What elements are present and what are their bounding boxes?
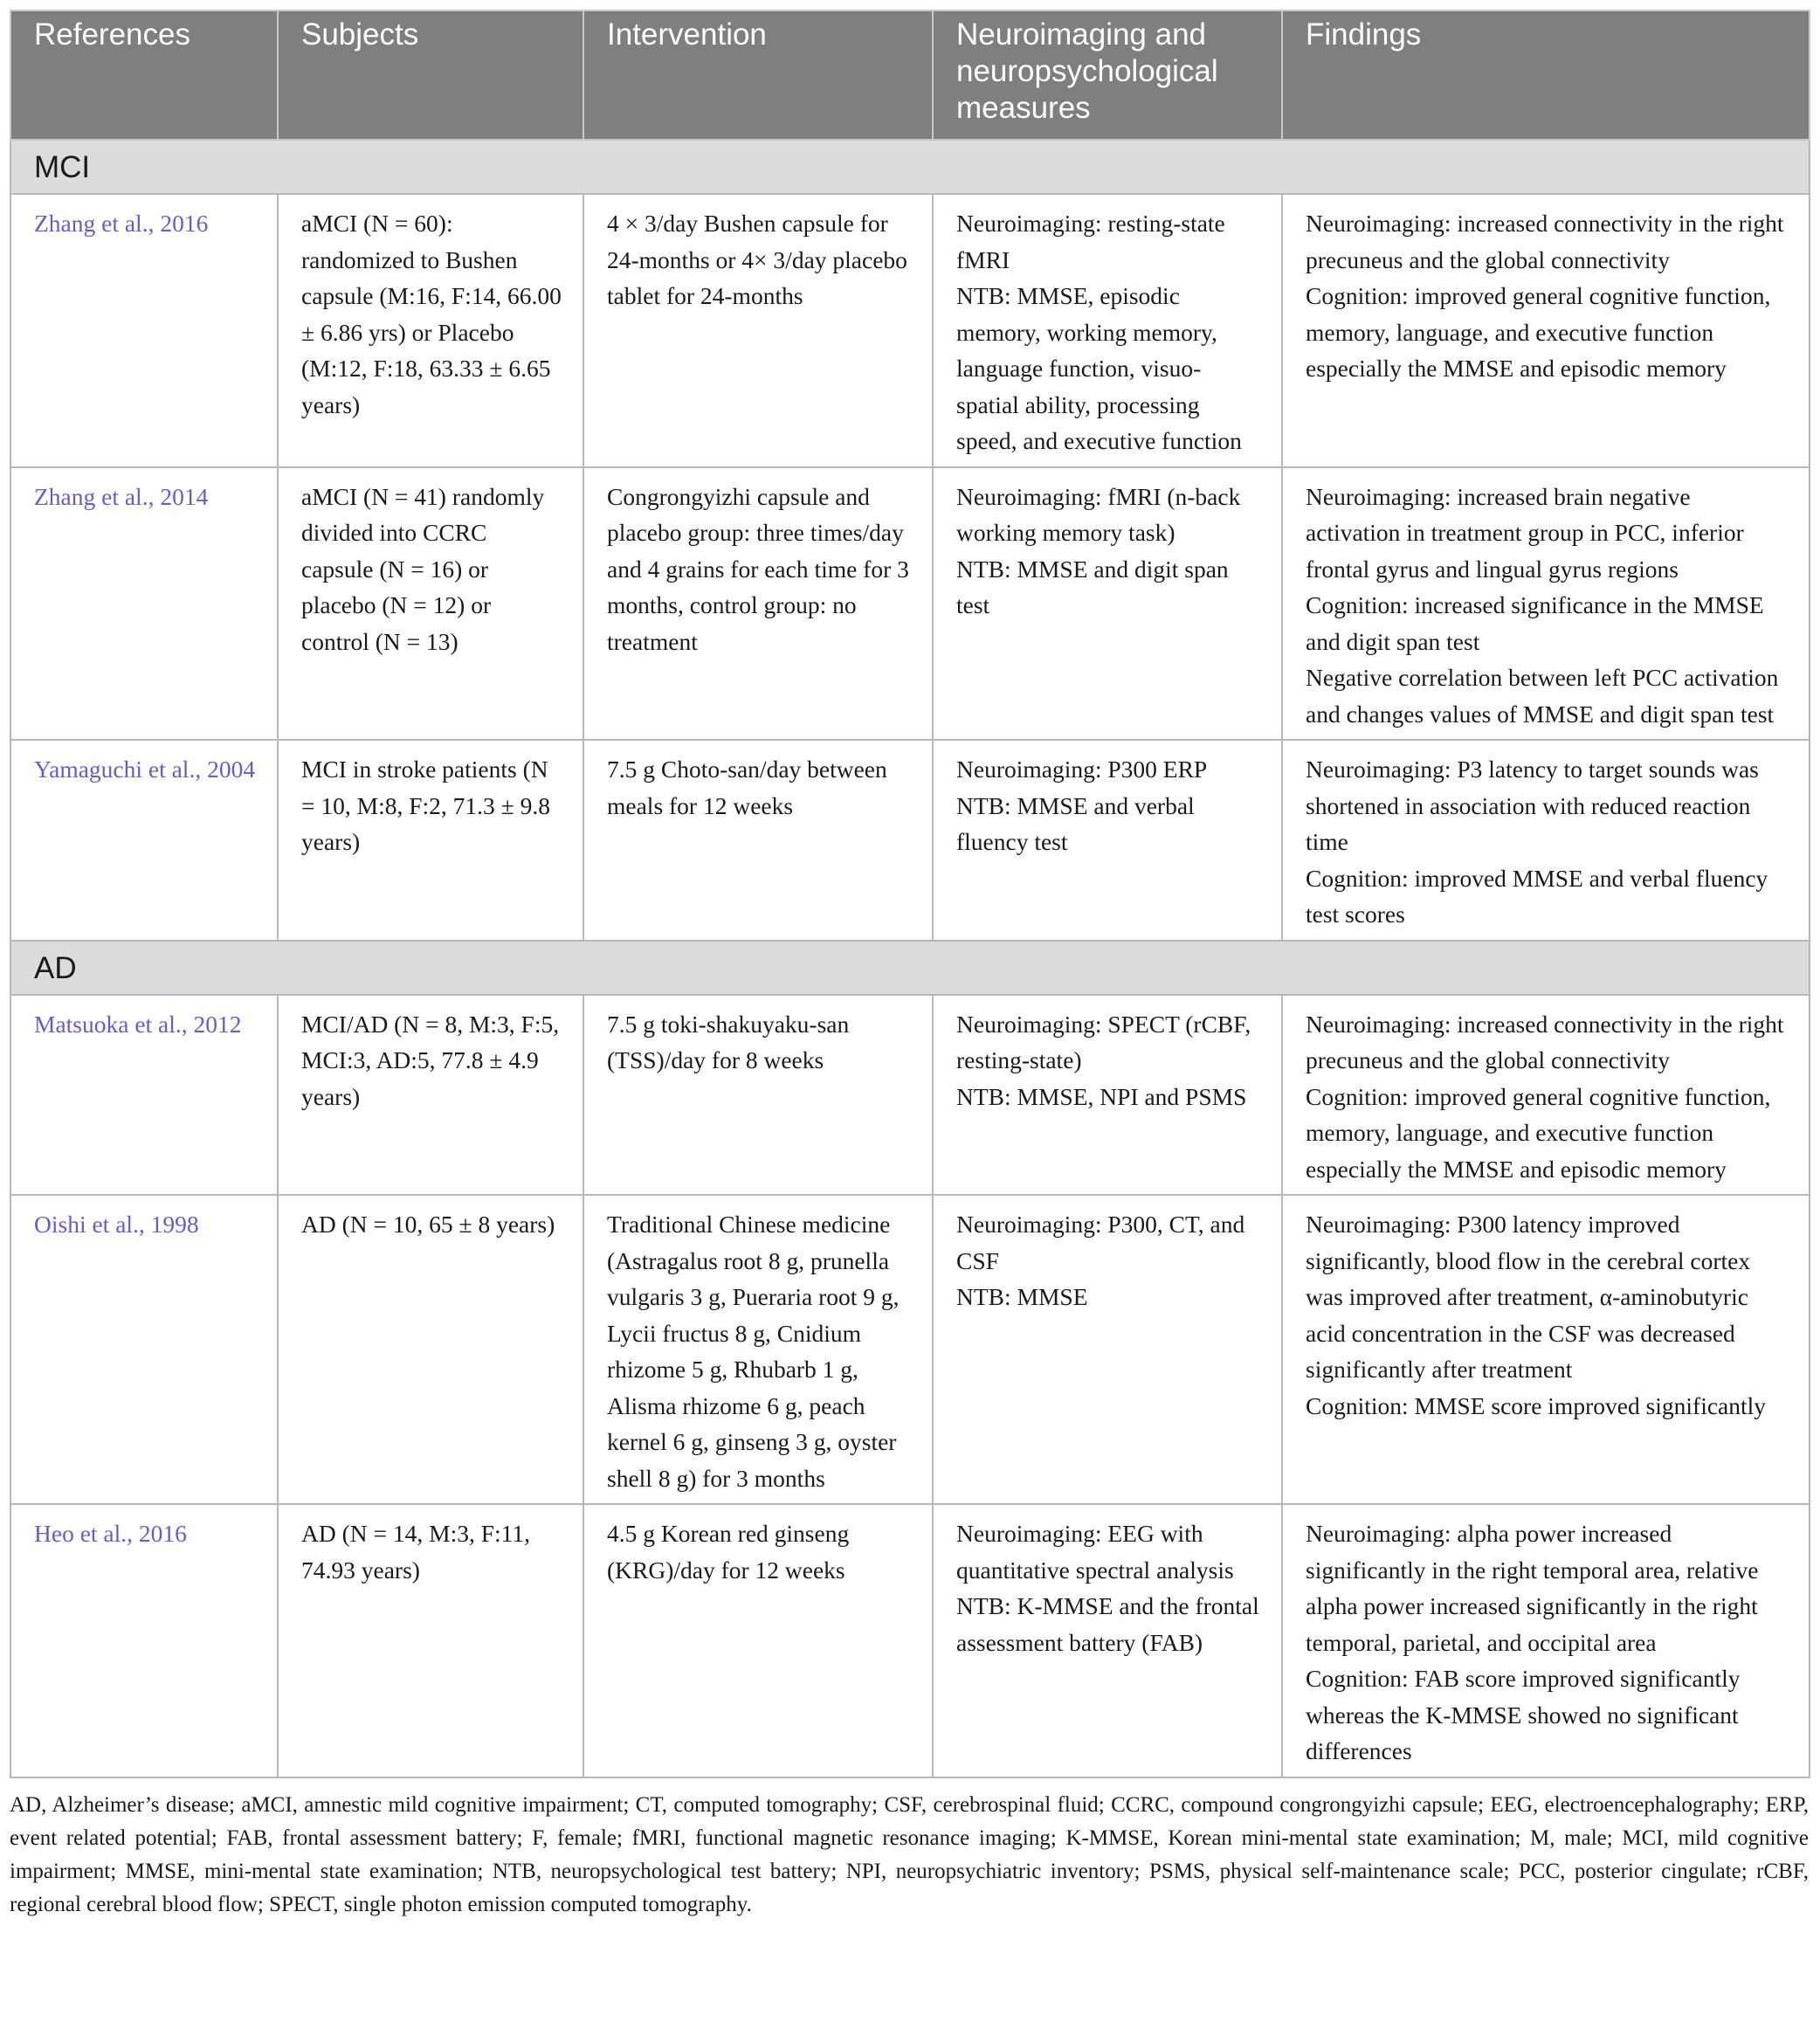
finding-line: Cognition: FAB score improved significantly whereas the K-MMSE showed no significant differences xyxy=(1306,1665,1741,1764)
section-label: AD xyxy=(10,941,1810,995)
table-row xyxy=(10,1504,1810,1777)
finding-line: Neuroimaging: increased connectivity in the right precuneus and the global connectivity xyxy=(1306,1010,1784,1073)
studies-table xyxy=(10,10,1810,1778)
findings-cell xyxy=(1282,1504,1810,1777)
subjects-cell: aMCI (N = 60): randomized to Bushen capsule (M:16, F:14, 66.00 ± 6.86 yrs) or Placebo (M:12, F:18, 63.33 ± 6.65 years) xyxy=(278,194,583,467)
section-label: MCI xyxy=(10,140,1810,194)
reference-cell xyxy=(10,194,278,467)
subjects-cell: AD (N = 10, 65 ± 8 years) xyxy=(278,1195,583,1504)
intervention-cell: 7.5 g toki-shakuyaku-san (TSS)/day for 8 weeks xyxy=(583,995,933,1196)
measure-line: NTB: K-MMSE and the frontal assessment battery (FAB) xyxy=(956,1592,1259,1656)
header-row xyxy=(10,10,1810,140)
measures-cell xyxy=(933,467,1282,741)
finding-line: Neuroimaging: alpha power increased significantly in the right temporal area, relative alpha power increased significantly in the right temporal, parietal, and occipital area xyxy=(1306,1520,1759,1656)
reference-cell xyxy=(10,740,278,941)
table-row xyxy=(10,995,1810,1196)
measure-line: NTB: MMSE and verbal fluency test xyxy=(956,791,1195,855)
subjects-cell: aMCI (N = 41) randomly divided into CCRC capsule (N = 16) or placebo (N = 12) or control (N = 13) xyxy=(278,467,583,741)
reference-link[interactable]: Zhang et al., 2016 xyxy=(34,210,209,237)
table-row xyxy=(10,467,1810,741)
table-row xyxy=(10,194,1810,467)
findings-cell xyxy=(1282,1195,1810,1504)
measure-line: NTB: MMSE, NPI and PSMS xyxy=(956,1082,1247,1110)
measure-line: Neuroimaging: fMRI (n-back working memory task) xyxy=(956,482,1241,546)
header-intervention: Intervention xyxy=(583,10,933,140)
finding-line: Cognition: MMSE score improved significantly xyxy=(1306,1391,1767,1419)
measure-line: NTB: MMSE, episodic memory, working memory, language function, visuo-spatial ability, processing speed, and executive function xyxy=(956,282,1242,454)
reference-cell xyxy=(10,467,278,741)
intervention-cell: Traditional Chinese medicine (Astragalus root 8 g, prunella vulgaris 3 g, Pueraria root 9 g, Lycii fructus 8 g, Cnidium rhizome 5 g, Rhubarb 1 g, Alisma rhizome 6 g, peach kernel 6 g, ginseng 3 g, oyster shell 8 g) for 3 months xyxy=(583,1195,933,1504)
section-row-mci xyxy=(10,140,1810,194)
finding-line: Cognition: improved MMSE and verbal fluency test scores xyxy=(1306,864,1768,928)
measure-line: Neuroimaging: P300 ERP xyxy=(956,756,1208,783)
finding-line: Neuroimaging: increased brain negative activation in treatment group in PCC, inferior frontal gyrus and lingual gyrus regions xyxy=(1306,482,1744,583)
finding-line: Neuroimaging: P300 latency improved significantly, blood flow in the cerebral cortex was improved after treatment, α-aminobutyric acid concentration in the CSF was decreased significantly after treatment xyxy=(1306,1211,1751,1383)
reference-cell xyxy=(10,995,278,1196)
reference-link[interactable]: Yamaguchi et al., 2004 xyxy=(34,756,256,783)
intervention-cell: Congrongyizhi capsule and placebo group: three times/day and 4 grains for each time for 3 months, control group: no treatment xyxy=(583,467,933,741)
intervention-cell: 4.5 g Korean red ginseng (KRG)/day for 12 weeks xyxy=(583,1504,933,1777)
header-subjects: Subjects xyxy=(278,10,583,140)
subjects-cell: MCI in stroke patients (N = 10, M:8, F:2, 71.3 ± 9.8 years) xyxy=(278,740,583,941)
reference-link[interactable]: Zhang et al., 2014 xyxy=(34,482,209,510)
intervention-cell: 4 × 3/day Bushen capsule for 24-months or 4× 3/day placebo tablet for 24-months xyxy=(583,194,933,467)
findings-cell xyxy=(1282,740,1810,941)
finding-line: Cognition: improved general cognitive function, memory, language, and executive function especially the MMSE and episodic memory xyxy=(1306,282,1771,382)
measure-line: NTB: MMSE and digit span test xyxy=(956,555,1229,618)
measures-cell xyxy=(933,740,1282,941)
finding-line: Neuroimaging: P3 latency to target sounds was shortened in association with reduced reaction time xyxy=(1306,756,1759,855)
subjects-cell: AD (N = 14, M:3, F:11, 74.93 years) xyxy=(278,1504,583,1777)
findings-cell xyxy=(1282,194,1810,467)
reference-link[interactable]: Heo et al., 2016 xyxy=(34,1520,187,1547)
subjects-cell: MCI/AD (N = 8, M:3, F:5, MCI:3, AD:5, 77.8 ± 4.9 years) xyxy=(278,995,583,1196)
intervention-cell: 7.5 g Choto-san/day between meals for 12 weeks xyxy=(583,740,933,941)
header-references: References xyxy=(10,10,278,140)
measure-line: Neuroimaging: SPECT (rCBF, resting-state) xyxy=(956,1010,1251,1073)
reference-link[interactable]: Oishi et al., 1998 xyxy=(34,1211,199,1238)
table-row xyxy=(10,740,1810,941)
findings-cell xyxy=(1282,467,1810,741)
finding-line: Negative correlation between left PCC activation and changes values of MMSE and digit span test xyxy=(1306,664,1779,728)
measure-line: Neuroimaging: P300, CT, and CSF xyxy=(956,1211,1245,1274)
table-container xyxy=(10,10,1809,1922)
table-footnote: AD, Alzheimer’s disease; aMCI, amnestic mild cognitive impairment; CT, computed tomography; CSF, cerebrospinal fluid; CCRC, compound congrongyizhi capsule; EEG, electroencephalography; ERP, event related potential; FAB, frontal assessment battery; F, female; fMRI, functional magnetic resonance imaging; K-MMSE, Korean mini-mental state examination; M, male; MCI, mild cognitive impairment; MMSE, mini-mental state examination; NTB, neuropsychological test battery; NPI, neuropsychiatric inventory; PSMS, physical self-maintenance scale; PCC, posterior cingulate; rCBF, regional cerebral blood flow; SPECT, single photon emission computed tomography. xyxy=(10,1792,1809,1916)
finding-line: Cognition: improved general cognitive function, memory, language, and executive function especially the MMSE and episodic memory xyxy=(1306,1082,1771,1183)
header-measures: Neuroimaging and neuropsychological measures xyxy=(933,10,1282,140)
measures-cell xyxy=(933,1504,1282,1777)
header-findings: Findings xyxy=(1282,10,1810,140)
table-row xyxy=(10,1195,1810,1504)
reference-link[interactable]: Matsuoka et al., 2012 xyxy=(34,1010,242,1038)
measures-cell xyxy=(933,194,1282,467)
reference-cell xyxy=(10,1195,278,1504)
finding-line: Neuroimaging: increased connectivity in the right precuneus and the global connectivity xyxy=(1306,210,1784,273)
measure-line: NTB: MMSE xyxy=(956,1283,1088,1310)
findings-cell xyxy=(1282,995,1810,1196)
reference-cell xyxy=(10,1504,278,1777)
measure-line: Neuroimaging: EEG with quantitative spectral analysis xyxy=(956,1520,1234,1584)
finding-line: Cognition: increased significance in the MMSE and digit span test xyxy=(1306,591,1764,655)
measures-cell xyxy=(933,995,1282,1196)
measure-line: Neuroimaging: resting-state fMRI xyxy=(956,210,1225,273)
section-row-ad xyxy=(10,941,1810,995)
measures-cell xyxy=(933,1195,1282,1504)
